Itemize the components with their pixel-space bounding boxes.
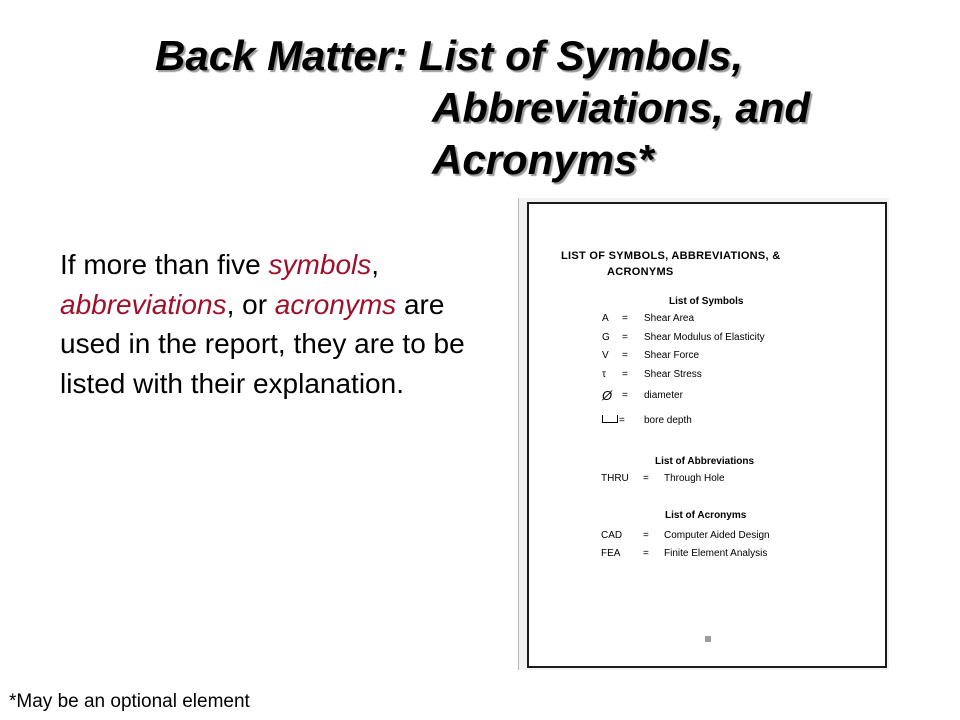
symbol-definition: Shear Force: [644, 350, 700, 361]
section-title-abbreviations: List of Abbreviations: [655, 456, 755, 467]
acronym-definition: Finite Element Analysis: [664, 548, 768, 559]
symbol-row: [529, 412, 885, 430]
equals-sign: =: [622, 313, 628, 324]
equals-sign: =: [622, 332, 628, 343]
symbol-definition: diameter: [644, 390, 683, 401]
footnote: *May be an optional element: [9, 691, 250, 712]
symbol-row: [529, 366, 885, 384]
document-heading: [561, 248, 861, 280]
document-page: [527, 202, 887, 668]
tau-symbol: τ: [602, 369, 606, 380]
body-paragraph: [60, 245, 480, 403]
symbol-definition: Shear Modulus of Elasticity: [644, 332, 765, 343]
document-heading-line-2: ACRONYMS: [607, 266, 674, 278]
acronym-row: [529, 527, 885, 545]
symbol: A: [602, 313, 609, 324]
symbol-row: [529, 347, 885, 365]
equals-sign: =: [622, 350, 628, 361]
equals-sign: =: [643, 473, 649, 484]
acronym-term: CAD: [601, 530, 623, 541]
symbol-definition: bore depth: [644, 415, 692, 426]
title-line-2: Abbreviations, and: [432, 84, 811, 131]
equals-sign: =: [622, 390, 628, 401]
document-heading-line-1: LIST OF SYMBOLS, ABBREVIATIONS, &: [561, 250, 781, 262]
symbol: V: [602, 350, 609, 361]
symbol-definition: Shear Area: [644, 313, 695, 324]
body-text-part: If more than five: [60, 249, 269, 280]
body-text-part: ,: [371, 249, 380, 280]
acronym-row: [529, 545, 885, 563]
diameter-symbol: Ø: [602, 388, 613, 403]
title-line-3: Acronyms*: [432, 136, 654, 183]
equals-sign: =: [643, 530, 649, 541]
equals-sign: =: [622, 369, 628, 380]
page-number-marker: [705, 636, 711, 642]
document-screenshot: [518, 198, 889, 670]
body-text-part: are used in the report, they are to be listed with their explanation.: [60, 288, 465, 399]
section-title-symbols: List of Symbols: [669, 296, 744, 307]
abbreviation-definition: Through Hole: [664, 473, 725, 484]
title-line-1: Back Matter: List of Symbols,: [155, 32, 744, 79]
bore-depth-icon: [602, 412, 618, 430]
equals-sign: =: [643, 548, 649, 559]
acronym-term: FEA: [601, 548, 621, 559]
keyword-acronyms: acronyms: [274, 288, 397, 320]
symbol-row: [529, 387, 885, 405]
symbol: G: [602, 332, 610, 343]
abbreviation-term: THRU: [601, 473, 629, 484]
symbol-row: [529, 310, 885, 328]
symbol-row: [529, 329, 885, 347]
equals-sign: =: [619, 415, 625, 426]
section-title-acronyms: List of Acronyms: [665, 510, 747, 521]
keyword-abbreviations: abbreviations: [60, 288, 227, 320]
acronym-definition: Computer Aided Design: [664, 530, 770, 541]
symbol-definition: Shear Stress: [644, 369, 702, 380]
keyword-symbols: symbols: [268, 249, 372, 280]
abbreviation-row: [529, 470, 885, 488]
body-text-part: , or: [226, 288, 275, 320]
